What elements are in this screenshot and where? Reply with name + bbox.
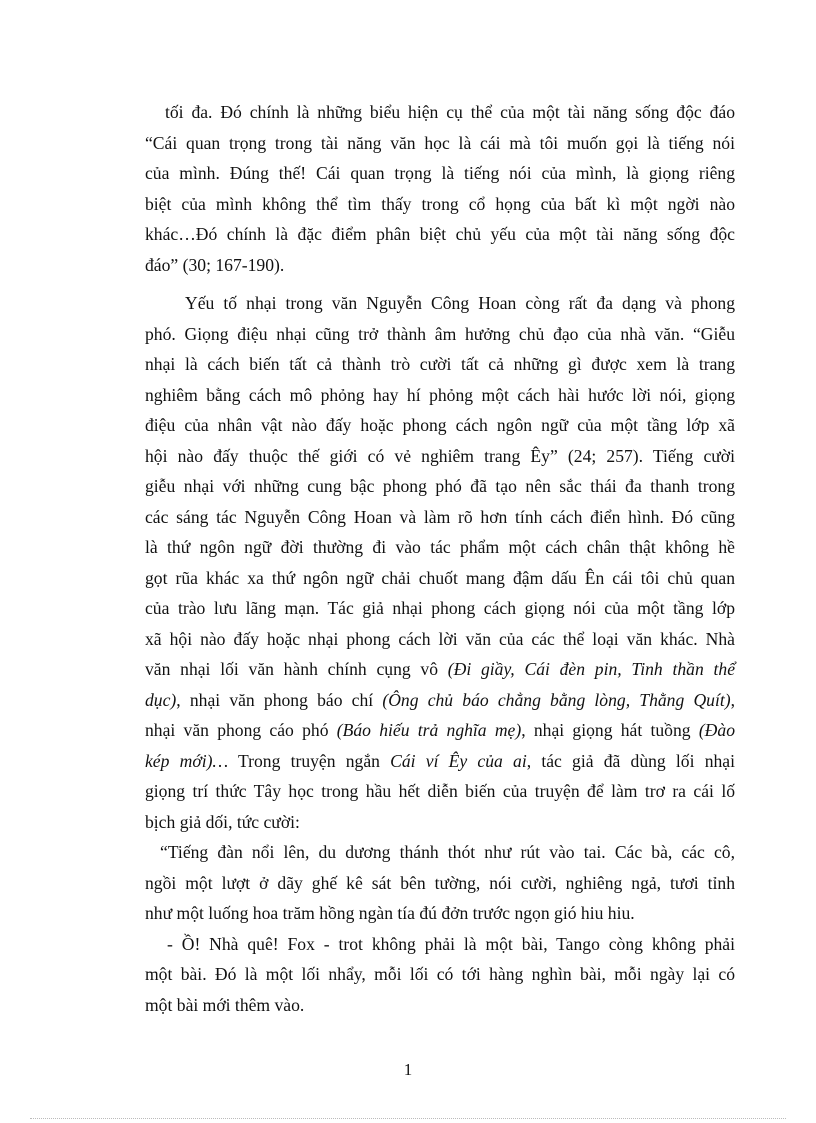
page-number: 1 <box>403 1060 413 1079</box>
paragraph-continuation <box>145 97 735 280</box>
text-line: như một luống hoa trăm hồng ngàn tía đú đởn trước ngọn gió hiu hiu. <box>145 903 635 923</box>
text-line: các sáng tác Nguyễn Công Hoan và làm rõ hơn tính cách điển hình. Đó cũng <box>145 506 735 527</box>
paragraph-parody <box>145 288 735 837</box>
text-line: phó. Giọng điệu nhại cũng trở thành âm hưởng chủ đạo của nhà văn. “Giễu <box>145 323 735 344</box>
text-line: nghiêm bằng cách mô phỏng hay hí phỏng một cách hài hước lời nói, giọng <box>145 384 735 405</box>
text-run: nhại văn phong cáo phó <box>145 720 337 740</box>
text-run: , <box>730 689 735 710</box>
text-line <box>145 746 735 777</box>
text-line: của mình. Đúng thế! Cái quan trọng là tiếng nói của mình, là giọng riêng <box>145 163 735 183</box>
work-title: dục) <box>145 689 177 710</box>
text-line: Yếu tố nhại trong văn Nguyễn Công Hoan còng rất đa dạng và phong <box>185 293 735 313</box>
text-line: một bài. Đó là một lối nhẩy, mỗi lối có tới hàng nghìn bài, mỗi ngày lại có <box>145 964 735 984</box>
text-line: giọng trí thức Tây học trong hầu hết diễn biến của truyện để làm trơ ra cái lố <box>145 781 735 801</box>
text-line <box>145 685 735 716</box>
text-run: , tác giả đã dùng lối nhại <box>526 750 735 771</box>
text-line: là thứ ngôn ngữ đời thường đi vào tác phẩm một cách chân thật không hề <box>145 537 735 557</box>
text-line: của trào lưu lãng mạn. Tác giả nhại phong cách giọng nói của một tầng lớp <box>145 598 735 618</box>
text-line: ngồi một lượt ở dãy ghế kê sát bên tường, nói cười, nghiêng ngả, tươi tỉnh <box>145 872 735 893</box>
dialogue <box>145 929 735 1021</box>
text-line: “Cái quan trọng trong tài năng văn học là cái mà tôi muốn gọi là tiếng nói <box>145 132 735 153</box>
text-line: biệt của mình không thể tìm thấy trong cổ họng của bất kì một ngời nào <box>145 193 735 214</box>
work-title: (Đi giầy, Cái đèn pin, Tinh thần thể <box>447 659 735 679</box>
quotation <box>145 837 735 929</box>
text-run: , nhại giọng hát tuồng <box>521 720 699 740</box>
text-line: “Tiếng đàn nổi lên, du dương thánh thót như rút vào tai. Các bà, các cô, <box>160 842 735 862</box>
page-body <box>145 97 735 1020</box>
text-line: giễu nhại với những cung bậc phong phó đã tạo nên sắc thái đa thanh trong <box>145 476 735 496</box>
text-line: bịch giả dối, tức cười: <box>145 811 300 832</box>
work-title: (Báo hiếu trả nghĩa mẹ) <box>336 720 522 740</box>
text-line: gọt rũa khác xa thứ ngôn ngữ chải chuốt mang đậm dấu Ên cái tôi chủ quan <box>145 567 735 588</box>
text-line <box>145 654 735 685</box>
text-line: đáo” (30; 167-190). <box>145 254 285 275</box>
footer-divider <box>30 1118 786 1119</box>
work-title: (Đào <box>698 720 735 740</box>
text-run: , nhại văn phong báo chí <box>176 689 383 710</box>
work-title: (Ông chủ báo chẳng bằng lòng, Thằng Quít) <box>382 689 731 710</box>
work-title: Cái ví Êy của ai <box>390 750 527 771</box>
work-title: kép mới)… <box>145 750 229 771</box>
text-line <box>145 715 735 746</box>
text-line: - Ồ! Nhà quê! Fox - trot không phải là một bài, Tango còng không phải <box>167 933 735 954</box>
text-line: nhại là cách biến tất cả thành trò cười tất cả những gì được xem là trang <box>145 354 735 374</box>
text-line: một bài mới thêm vào. <box>145 994 305 1015</box>
paragraph-gap <box>145 280 735 288</box>
text-run: Trong truyện ngắn <box>228 750 391 771</box>
text-line: xã hội nào đấy hoặc nhại phong cách lời văn của các thể loại văn khác. Nhà <box>145 628 735 649</box>
text-line: tối đa. Đó chính là những biểu hiện cụ thể của một tài năng sống độc đáo <box>165 102 735 122</box>
text-run: văn nhại lối văn hành chính cụng vô <box>145 659 448 679</box>
text-line: điệu của nhân vật nào đấy hoặc phong cách ngôn ngữ của một tầng lớp xã <box>145 415 735 435</box>
text-line: khác…Đó chính là đặc điểm phân biệt chủ yếu của một tài năng sống độc <box>145 224 735 244</box>
text-line: hội nào đấy thuộc thế giới có vẻ nghiêm trang Êy” (24; 257). Tiếng cười <box>145 445 735 466</box>
